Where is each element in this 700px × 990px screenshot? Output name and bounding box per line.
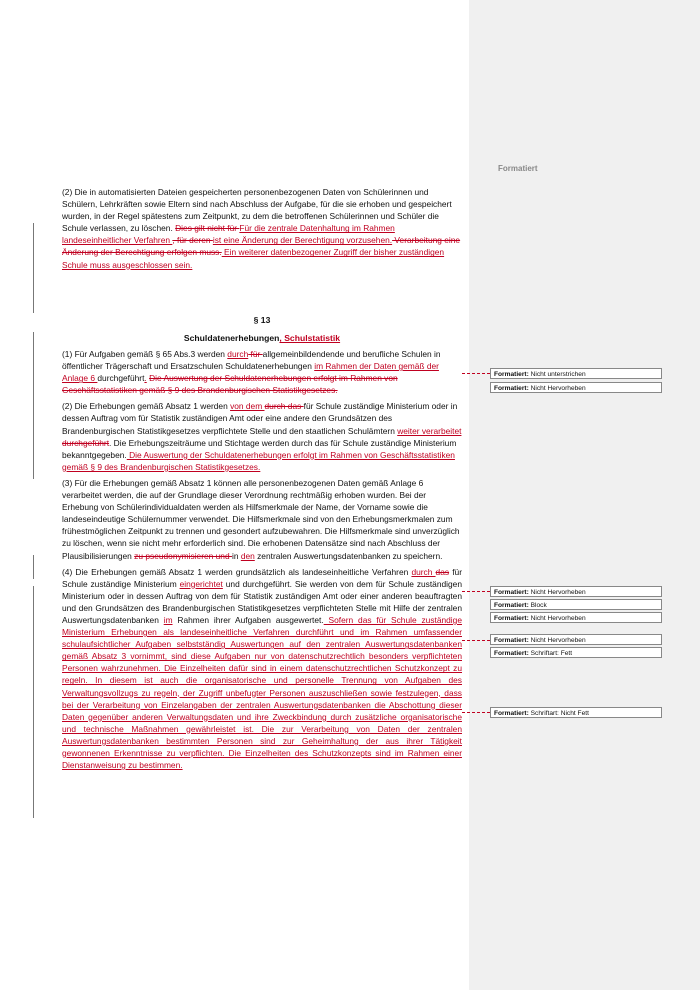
balloon-value: Nicht unterstrichen xyxy=(530,371,586,378)
text-run: zentralen Auswertungsdatenbanken zu speichern. xyxy=(254,550,443,561)
section-title-text: Schuldatenerhebungen xyxy=(183,333,280,343)
balloon-value: Block xyxy=(530,602,547,609)
section-13-body xyxy=(62,348,462,775)
inserted-text: im Rahmen der Daten gemäß der Anlage 6 xyxy=(62,361,439,384)
balloon-label: Formatiert: xyxy=(494,710,529,717)
format-balloon[interactable] xyxy=(490,634,662,645)
balloon-value: Schriftart: Nicht Fett xyxy=(530,710,589,717)
format-balloon[interactable] xyxy=(490,586,662,597)
balloon-label: Formatiert: xyxy=(494,650,529,657)
format-balloon[interactable] xyxy=(490,612,662,623)
balloon-value: Nicht Hervorheben xyxy=(530,637,586,644)
paragraph-12-2 xyxy=(62,186,462,275)
deleted-text: das xyxy=(435,566,450,577)
text-run: (3) Für die Erhebungen gemäß Absatz 1 können alle personenbezogenen Daten gemäß Anlage 6 verarbeitet werden, die auf der Grundlage dieser Verordnung rechtmäßig erhoben wurden. Bei der Erhebung von Schülerindividualdaten werden als Hilfsmerkmale der Name, der Vorname sowie die landeseindeutige Schülernummer verwendet. Die Hilfsmerkmale sind von den Erhebungsmerkmalen zum frühestmöglichen Zeitpunkt zu trennen und gesondert aufzubewahren. Die Hilfsmerkmale sind unverzüglich zu löschen, wenn sie nicht mehr erforderlich sind. Die erhobenen Datensätze sind nach Abschluss der Plausibilisierungen xyxy=(62,477,460,561)
balloon-connector xyxy=(462,712,490,713)
text-run: (4) Die Erhebungen gemäß Absatz 1 werden grundsätzlich als landeseinheitliche Verfahren xyxy=(62,566,412,577)
deleted-text: zu pseudonymisieren und xyxy=(134,550,232,561)
change-bar xyxy=(33,586,34,818)
inserted-text: durch xyxy=(411,566,436,577)
paragraph-13-2 xyxy=(62,400,462,473)
inserted-text: durch xyxy=(227,349,249,359)
deleted-text: durch das xyxy=(264,401,304,412)
balloon-value: Nicht Hervorheben xyxy=(530,589,586,596)
deleted-text: Verarbeitung eine Änderung der Berechtigung erfolgen muss. xyxy=(62,235,461,258)
balloon-connector xyxy=(462,591,490,592)
margin-header-label: Formatiert xyxy=(498,164,538,173)
change-bar xyxy=(33,223,34,313)
balloon-label: Formatiert: xyxy=(494,637,529,644)
format-balloon[interactable] xyxy=(490,368,662,379)
inserted-text: den xyxy=(240,550,255,561)
inserted-text: Für die zentrale Datenhaltung im Rahmen landeseinheitlicher Verfahren xyxy=(62,223,395,246)
inserted-text: von dem xyxy=(230,401,265,412)
text-run: durchgeführt xyxy=(97,373,145,384)
text-run: allgemeinbildendende und berufliche Schulen in öffentlicher Trägerschaft und Ersatzschulen Schuldatenerhebungen xyxy=(62,349,441,372)
text-run: in xyxy=(231,550,241,561)
deleted-text: Die Auswertung der Schuldatenerhebungen erfolgt im Rahmen von Geschäftsstatistiken gemäß § 9 des Brandenburgischen Statistikgesetzes. xyxy=(62,373,398,396)
format-balloon[interactable] xyxy=(490,382,662,393)
change-bar xyxy=(33,555,34,579)
deleted-text: , für deren xyxy=(172,235,213,246)
balloon-connector xyxy=(462,640,490,641)
comment-margin-pane xyxy=(469,0,700,990)
balloon-value: Nicht Hervorheben xyxy=(530,385,586,392)
text-run: für Schule zuständige Ministerium oder in dessen Auftrag vom für Statistik zuständigen Amt oder eine andere den Grundsätzen des Brandenburgischen Statistikgesetzes verpflichtete Stelle und den staatlichen Schulämtern xyxy=(62,401,458,436)
inserted-text: . xyxy=(144,373,147,384)
inserted-text: Die Auswertung der Schuldatenerhebungen erfolgt im Rahmen von Geschäftsstatistiken gemäß § 9 des Brandenburgischen Statistikgesetzes. xyxy=(62,449,455,472)
balloon-label: Formatiert: xyxy=(494,385,529,392)
deleted-text: durchgeführt xyxy=(62,437,110,448)
text-run: . Die Erhebungszeiträume und Stichtage werden durch das für Schule zuständige Ministerium bekanntgegeben. xyxy=(62,437,457,460)
section-title xyxy=(62,332,462,344)
inserted-text: ist eine Änderung der Berechtigung vorzusehen. xyxy=(212,235,393,246)
inserted-text: weiter verarbeitet xyxy=(397,425,462,436)
paragraph-13-1 xyxy=(62,348,462,396)
balloon-connector xyxy=(462,373,490,374)
inserted-text: Sofern das für Schule zuständige Ministerium Erhebungen als landeseinheitliche Verfahren durchführt und im Rahmen umfassender schulaufsichtlicher Aufgaben selbstständig Auswertungen auf den zentralen Auswertungsdatenbanken gemäß Absatz 3 vornimmt, sind diese Aufgaben nur von datenschutzrechtlich besonders verpflichteten Personen wahrzunehmen. Die Einzelheiten dafür sind in einem datenschutzrechtlichen Schutzkonzept zu regeln. In diesem ist auch die organisatorische und personelle Trennung von Aufgaben des Verwaltungsvollzugs zu regeln, der Zugriff unbefugter Personen auszuschließen sowie festzulegen, dass bei der Verarbeitung von Einzelangaben der zentralen Auswertungsdatenbanken die Abschottung dieser Daten gegenüber anderen Verwaltungsdaten und ihre Zweckbindung durch zusätzliche organisatorische und technische Maßnahmen gewährleistet ist. Die zur Verarbeitung von Daten der zentralen Auswertungsdatenbanken bestimmten Personen sind zur Geheimhaltung der aus ihrer Tätigkeit gewonnenen Erkenntnisse zu verpflichten. Die Einzelheiten des Schutzkonzepts sind im Rahmen einer Dienstanweisung zu bestimmen. xyxy=(62,614,462,771)
text-run: (2) Die in automatisierten Dateien gespeicherten personenbezogenen Daten von Schülerinnen und Schülern, Lehrkräften sowie Eltern sind nach Abschluss der Aufgabe, für die sie erhoben und gespeichert wurden, in der Regel spätestens zum Zeitpunkt, zu dem die betroffenen Schülerinnen und Schüler die Schule verlassen, zu löschen. xyxy=(62,187,452,234)
text-run: und durchgeführt. Sie werden von dem für Schule zuständigen Ministerium oder in dessen Auftrag von dem für Statistik zuständigen Amt oder einer anderen beauftragten und den Grundsätzen des Brandenburgischen Statistikgesetzes verpflichteten Stelle mit Hilfe der zentralen Auswertungsdatenbanken xyxy=(62,578,462,625)
inserted-text: , Schulstatistik xyxy=(279,333,341,343)
inserted-text: im xyxy=(163,614,173,625)
inserted-text: eingerichtet xyxy=(179,578,223,589)
balloon-label: Formatiert: xyxy=(494,615,529,622)
balloon-label: Formatiert: xyxy=(494,589,529,596)
format-balloon[interactable] xyxy=(490,599,662,610)
balloon-label: Formatiert: xyxy=(494,371,529,378)
balloon-label: Formatiert: xyxy=(494,602,529,609)
text-run: Rahmen ihrer Aufgaben ausgewertet. xyxy=(172,614,324,625)
balloon-value: Schriftart: Fett xyxy=(530,650,573,657)
section-number: § 13 xyxy=(253,315,271,325)
deleted-text: Dies gilt nicht für xyxy=(175,223,240,234)
text-run: für Schule zuständige Ministerium xyxy=(62,566,462,589)
balloon-value: Nicht Hervorheben xyxy=(530,615,586,622)
paragraph-13-4 xyxy=(62,566,462,772)
inserted-text: Ein weiterer datenbezogener Zugriff der bisher zuständigen Schule muss ausgeschlossen sein. xyxy=(62,247,445,270)
deleted-text: für xyxy=(248,349,263,359)
text-run: (1) Für Aufgaben gemäß § 65 Abs.3 werden xyxy=(62,349,228,359)
text-run: (2) Die Erhebungen gemäß Absatz 1 werden xyxy=(62,401,231,412)
paragraph-13-3 xyxy=(62,477,462,562)
change-bar xyxy=(33,332,34,479)
format-balloon[interactable] xyxy=(490,707,662,718)
format-balloon[interactable] xyxy=(490,647,662,658)
